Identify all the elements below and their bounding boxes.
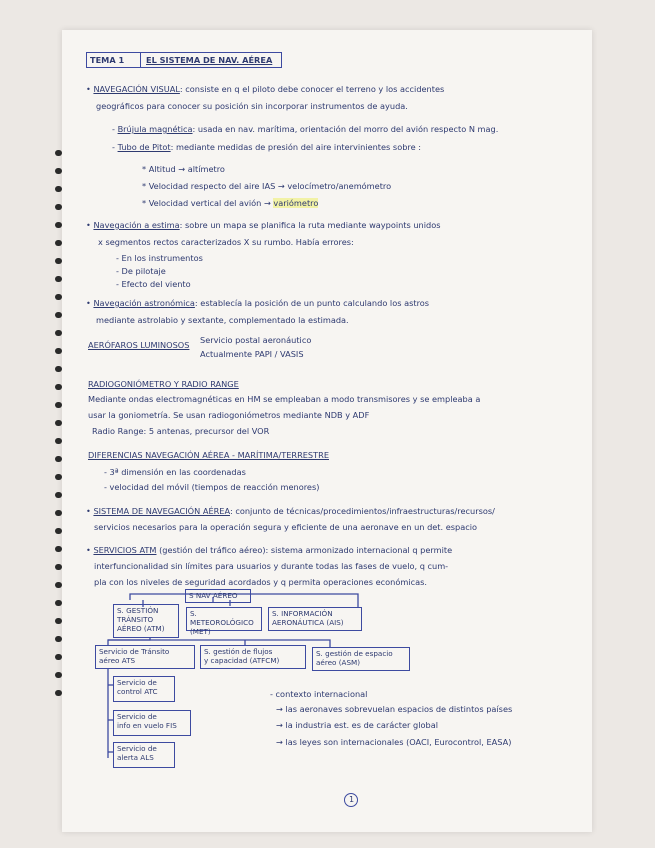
node-atm: S. GESTIÓN TRÁNSITO AÉREO (ATM): [113, 604, 179, 638]
section-atm: • SERVICIOS ATM (gestión del tráfico aéreo): sistema armonizado internacional q permite: [86, 545, 453, 555]
section-diferencias-label: DIFERENCIAS NAVEGACIÓN AÉREA - MARÍTIMA/TERRESTRE: [88, 450, 329, 460]
section-sna-line1: : conjunto de técnicas/procedimientos/infraestructuras/recursos/: [229, 506, 495, 516]
item-brujula: - Brújula magnética: usada en nav. marítima, orientación del morro del avión respecto N mag.: [112, 124, 499, 134]
sub-altitud: * Altitud → altímetro: [142, 164, 225, 174]
node-fis: Servicio de info en vuelo FIS: [113, 710, 191, 736]
section-astronomica-line1: : establecía la posición de un punto calculando los astros: [194, 298, 430, 308]
aerofaros-item2: Actualmente PAPI / VASIS: [200, 349, 304, 359]
context-item2: → la industria est. es de carácter global: [276, 720, 438, 730]
section-atm-line3: pla con los niveles de seguridad acordados y q permita operaciones económicas.: [94, 577, 427, 587]
section-astronomica-line2: mediante astrolabio y sextante, complementado la estimada.: [96, 315, 349, 325]
spiral-binding: [52, 150, 66, 710]
item-brujula-text: : usada en nav. marítima, orientación del morro del avión respecto N mag.: [192, 124, 499, 134]
section-radio-label: RADIOGONIÓMETRO Y RADIO RANGE: [88, 379, 239, 389]
section-estima: • Navegación a estima: sobre un mapa se planifica la ruta mediante waypoints unidos: [86, 220, 441, 230]
section-estima-line2: x segmentos rectos caracterizados X su rumbo. Había errores:: [98, 237, 354, 247]
section-radio-line3: Radio Range: 5 antenas, precursor del VOR: [92, 426, 270, 436]
page-title: EL SISTEMA DE NAV. AÉREA: [146, 55, 273, 65]
section-atm-line1: (gestión del tráfico aéreo): sistema armonizado internacional q permite: [156, 545, 453, 555]
error-instrumentos: - En los instrumentos: [116, 253, 203, 263]
section-sna: • SISTEMA DE NAVEGACIÓN AÉREA: conjunto de técnicas/procedimientos/infraestructuras/recursos/: [86, 506, 495, 516]
section-astronomica-label: Navegación astronómica: [93, 298, 195, 308]
item-brujula-label: Brújula magnética: [117, 124, 193, 134]
diferencias-item2: - velocidad del móvil (tiempos de reacción menores): [104, 482, 320, 492]
node-als: Servicio de alerta ALS: [113, 742, 175, 768]
item-pitot: - Tubo de Pitot: mediante medidas de presión del aire intervinientes sobre :: [112, 142, 421, 152]
section-estima-line1: : sobre un mapa se planifica la ruta mediante waypoints unidos: [179, 220, 441, 230]
title-divider: [140, 52, 141, 68]
context-item1: → las aeronaves sobrevuelan espacios de distintos países: [276, 704, 513, 714]
sub-altitud-text: Altitud → altímetro: [148, 164, 225, 174]
error-viento: - Efecto del viento: [116, 279, 191, 289]
item-pitot-text: : mediante medidas de presión del aire intervinientes sobre :: [170, 142, 421, 152]
section-radio-line1: Mediante ondas electromagnéticas en HM se empleaban a modo transmisores y se empleaba a: [88, 394, 481, 404]
highlighted-variometro: variómetro: [273, 198, 319, 208]
section-aerofaros-label: AERÓFAROS LUMINOSOS: [88, 340, 190, 350]
section-estima-label: Navegación a estima: [93, 220, 180, 230]
sub-velocidad-text: Velocidad respecto del aire IAS → velocímetro/anemómetro: [148, 181, 392, 191]
item-pitot-label: Tubo de Pitot: [117, 142, 171, 152]
node-atc: Servicio de control ATC: [113, 676, 175, 702]
section-radio-line2: usar la goniometría. Se usan radiogoniómetros mediante NDB y ADF: [88, 410, 370, 420]
section-visual-line2: geográficos para conocer su posición sin incorporar instrumentos de ayuda.: [96, 101, 408, 111]
section-atm-label: SERVICIOS ATM: [93, 545, 157, 555]
aerofaros-item1: Servicio postal aeronáutico: [200, 335, 312, 345]
diferencias-item1: - 3ª dimensión en las coordenadas: [104, 467, 246, 477]
node-asm: S. gestión de espacio aéreo (ASM): [312, 647, 410, 671]
sub-velocidad: * Velocidad respecto del aire IAS → velocímetro/anemómetro: [142, 181, 392, 191]
section-visual: • NAVEGACIÓN VISUAL: consiste en q el piloto debe conocer el terreno y los accidentes: [86, 84, 445, 94]
node-nav-aereo: S NAV AÉREO: [185, 589, 251, 603]
context-title: - contexto internacional: [270, 689, 368, 699]
tema-label: TEMA 1: [90, 55, 125, 65]
node-ais: S. INFORMACIÓN AERONÁUTICA (AIS): [268, 607, 362, 631]
node-met: S. METEOROLÓGICO (MET): [186, 607, 262, 631]
sub-vertical-text: Velocidad vertical del avión →: [148, 198, 274, 208]
section-visual-line1: : consiste en q el piloto debe conocer el terreno y los accidentes: [179, 84, 445, 94]
error-pilotaje: - De pilotaje: [116, 266, 166, 276]
node-ats: Servicio de Tránsito aéreo ATS: [95, 645, 195, 669]
section-visual-label: NAVEGACIÓN VISUAL: [93, 84, 180, 94]
node-atfcm: S. gestión de flujos y capacidad (ATFCM): [200, 645, 306, 669]
page-number: 1: [349, 795, 355, 804]
section-sna-line2: servicios necesarios para la operación segura y eficiente de una aeronave en un det. espacio: [94, 522, 478, 532]
section-atm-line2: interfuncionalidad sin límites para usuarios y durante todas las fases de vuelo, q cum-: [94, 561, 449, 571]
section-astronomica: • Navegación astronómica: establecía la posición de un punto calculando los astros: [86, 298, 430, 308]
context-item3: → las leyes son internacionales (OACI, Eurocontrol, EASA): [276, 737, 512, 747]
sub-vertical: * Velocidad vertical del avión → variómetro: [142, 198, 319, 208]
section-sna-label: SISTEMA DE NAVEGACIÓN AÉREA: [93, 506, 230, 516]
